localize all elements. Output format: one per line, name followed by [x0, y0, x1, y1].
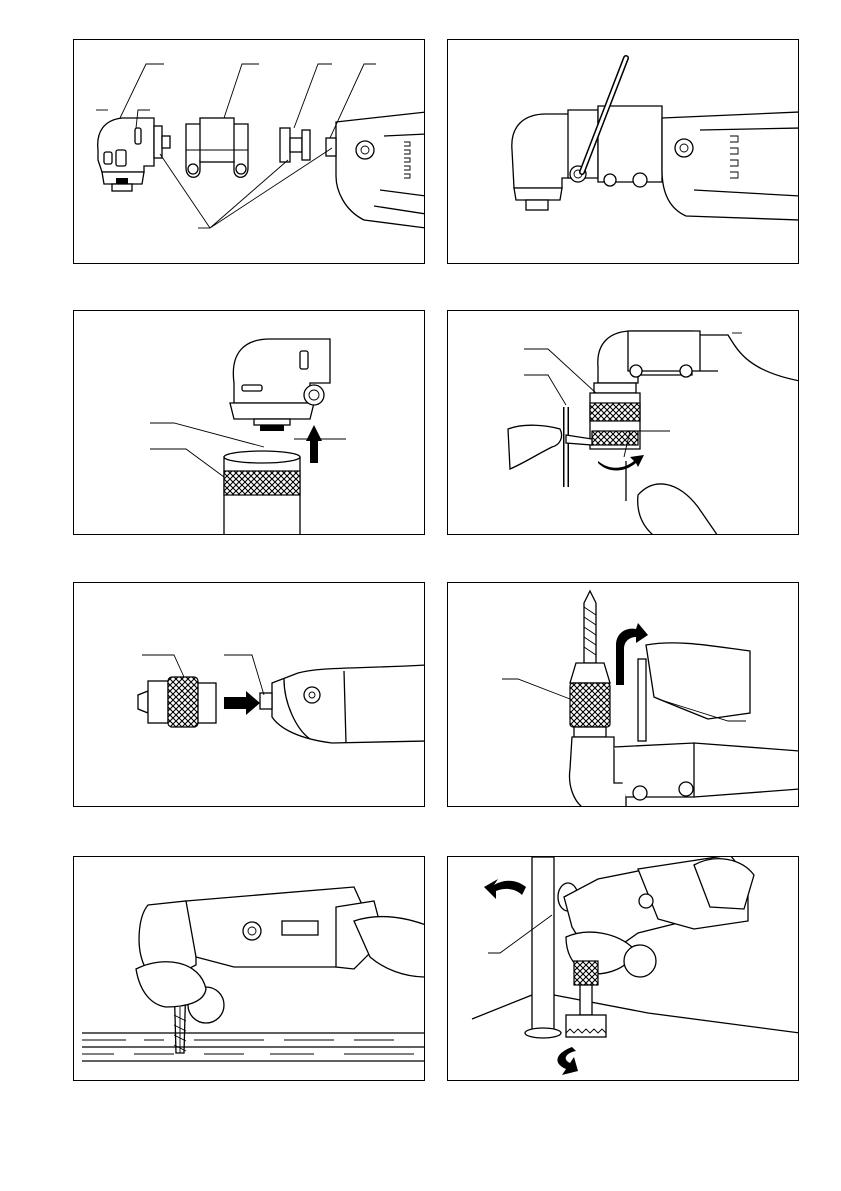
drill-body [336, 112, 425, 228]
spacer [280, 128, 290, 162]
rotation-arrow-bottom [557, 1047, 578, 1075]
side-handle [624, 945, 656, 977]
drill-body [272, 665, 425, 743]
figure-4-illustration [448, 311, 799, 535]
figure-5-panel [73, 582, 425, 807]
chuck-key [638, 659, 646, 741]
figure-3-panel [73, 310, 425, 535]
figure-7-illustration [74, 857, 425, 1081]
figure-5-illustration [74, 583, 425, 807]
figure-8-panel [447, 856, 799, 1081]
direction-arrow [224, 691, 260, 715]
figure-6-panel [447, 582, 799, 807]
hand-left [136, 962, 206, 1007]
rotation-arrow-top [484, 879, 526, 899]
figure-3-illustration [74, 311, 425, 535]
chuck [570, 663, 610, 683]
hole-saw [566, 1015, 606, 1037]
figure-2-illustration [448, 40, 799, 264]
figure-1-illustration [74, 40, 425, 264]
angle-head [512, 114, 574, 188]
hand [646, 643, 750, 719]
direction-arrow [306, 425, 322, 463]
hand-right [638, 484, 720, 535]
figure-8-illustration [448, 857, 799, 1081]
extension-sleeve [598, 106, 662, 182]
chuck [138, 691, 148, 713]
drill-bit [584, 591, 596, 663]
figure-2-panel [447, 39, 799, 264]
pipe [532, 857, 554, 1033]
figure-7-panel [73, 856, 425, 1081]
rotation-arrow [598, 455, 644, 471]
figure-1-panel [73, 39, 425, 264]
hand-left [508, 425, 562, 469]
figure-4-panel [447, 310, 799, 535]
floor-boards [82, 1033, 425, 1061]
chuck [224, 457, 300, 535]
figure-6-illustration [448, 583, 799, 807]
